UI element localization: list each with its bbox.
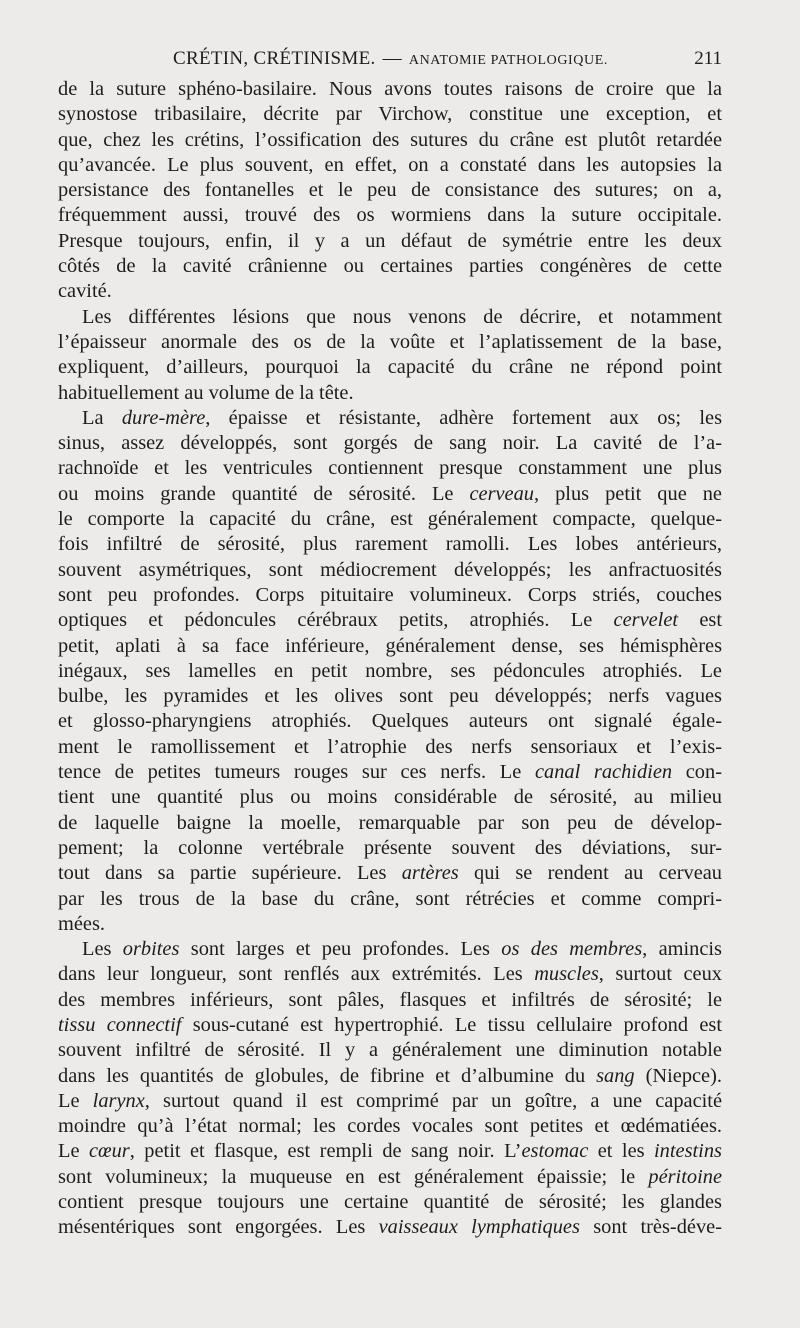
text-run: expliquent, d’ailleurs, pourquoi la capacité du crâne ne répond point [58, 356, 722, 379]
text-run: tence de petites tumeurs rouges sur ces nerfs. Le [58, 761, 535, 784]
text-line [58, 431, 722, 456]
text-line [58, 330, 722, 355]
text-line [58, 153, 722, 178]
term-muscles: muscles [534, 963, 599, 986]
text-run: sous-cutané est hypertrophié. Le tissu cellulaire profond est [181, 1013, 722, 1036]
text-run: petit, aplati à sa face inférieure, généralement dense, ses hémisphères [58, 634, 722, 657]
text-run: fréquemment aussi, trouvé des os wormiens dans la suture occipitale. [58, 204, 722, 227]
header-title: CRÉTIN, CRÉTINISME. [173, 48, 376, 69]
page-number: 211 [694, 48, 722, 69]
text-line [58, 634, 722, 659]
term-peritoine: péritoine [648, 1165, 722, 1188]
text-line [58, 532, 722, 557]
body-text [58, 77, 722, 1241]
text-run: qu’avancée. Le plus souvent, en effet, on a constaté dans les autopsies la [58, 153, 722, 176]
header-subtitle: ANATOMIE PATHOLOGIQUE. [408, 53, 608, 68]
text-run: moindre qu’à l’état normal; les cordes vocales sont petites et œdématiées. [58, 1115, 722, 1138]
text-line [58, 254, 722, 279]
term-os-des-membres: os des membres [501, 938, 643, 961]
text-run: , plus petit que ne [534, 482, 722, 505]
text-run: de la suture sphéno-basilaire. Nous avons toutes raisons de croire que la [58, 78, 722, 100]
text-line [58, 1114, 722, 1139]
text-line [58, 735, 722, 760]
term-canal-rachidien: canal rachidien [534, 761, 673, 784]
text-line [58, 912, 722, 937]
text-run: fois infiltré de sérosité, plus rarement ramolli. Les lobes antérieurs, [58, 533, 722, 556]
term-larynx: larynx [92, 1089, 145, 1112]
paragraph-start-line [58, 406, 722, 431]
text-line [58, 1064, 722, 1089]
text-run: Le [58, 1140, 89, 1163]
term-estomac: estomac [521, 1140, 589, 1163]
term-coeur: cœur [88, 1140, 130, 1163]
text-run: inégaux, ses lamelles en petit nombre, ses pédoncules atrophiés. Le [58, 659, 722, 682]
text-line [58, 785, 722, 810]
text-run: , amincis [642, 938, 722, 961]
text-run: Les différentes lésions que nous venons de décrire, et notamment [82, 305, 722, 328]
text-line [58, 811, 722, 836]
text-run: rachnoïde et les ventricules contiennent presque constamment une plus [58, 457, 722, 480]
text-line [58, 709, 722, 734]
text-line [58, 583, 722, 608]
text-run: que, chez les crétins, l’ossification des sutures du crâne est plutôt retardée [58, 128, 722, 151]
term-cervelet: cervelet [613, 609, 679, 632]
text-run: ment le ramollissement et l’atrophie des nerfs sensoriaux et l’exis- [58, 735, 722, 758]
term-tissu-connectif: tissu connectif [58, 1013, 182, 1036]
text-run: , surtout quand il est comprimé par un goître, a une capacité [144, 1089, 722, 1112]
text-line [58, 1190, 722, 1215]
text-run: habituellement au volume de la tête. [58, 381, 354, 404]
text-run: de laquelle baigne la moelle, remarquable par son peu de dévelop- [58, 811, 722, 834]
text-line [58, 836, 722, 861]
term-dure-mere: dure-mère [121, 406, 206, 429]
text-run: est [678, 609, 722, 632]
text-line [58, 988, 722, 1013]
text-run: mées. [58, 912, 105, 935]
text-run: l’épaisseur anormale des os de la voûte et l’aplatissement de la base, [58, 330, 722, 353]
text-line [58, 203, 722, 228]
text-line [58, 1165, 722, 1190]
text-run: qui se rendent au cerveau [458, 862, 722, 885]
text-line [58, 355, 722, 380]
text-run: optiques et pédoncules cérébraux petits, atrophiés. Le [58, 609, 614, 632]
text-run: des membres inférieurs, sont pâles, flasques et infiltrés de sérosité; le [58, 988, 722, 1011]
text-line [58, 229, 722, 254]
running-header [58, 44, 722, 74]
term-cerveau: cerveau [469, 482, 534, 505]
text-run: Presque toujours, enfin, il y a un défaut de symétrie entre les deux [58, 229, 722, 252]
paragraph-start-line [58, 937, 722, 962]
text-run: contient presque toujours une certaine quantité de sérosité; les glandes [58, 1191, 722, 1214]
text-line [58, 659, 722, 684]
text-line [58, 77, 722, 102]
text-line [58, 1139, 722, 1164]
text-line [58, 861, 722, 886]
header-title-group [173, 44, 608, 76]
text-line [58, 962, 722, 987]
text-line [58, 1038, 722, 1063]
text-run: sont très-déve- [579, 1216, 722, 1239]
text-line [58, 178, 722, 203]
text-run: sont peu profondes. Corps pituitaire volumineux. Corps striés, couches [58, 583, 722, 606]
text-run: persistance des fontanelles et le peu de consistance des sutures; on a, [58, 179, 722, 202]
text-run: Le [58, 1089, 93, 1112]
term-orbites: orbites [122, 938, 180, 961]
text-line [58, 887, 722, 912]
paragraph-start-line [58, 305, 722, 330]
text-line [58, 507, 722, 532]
text-run: le comporte la capacité du crâne, est généralement compacte, quelque- [58, 508, 722, 531]
text-run: sont volumineux; la muqueuse en est généralement épaissie; le [58, 1165, 649, 1188]
text-line [58, 558, 722, 583]
text-run: , petit et flasque, est rempli de sang noir. L’ [129, 1140, 522, 1163]
text-run: (Niepce). [634, 1064, 722, 1087]
header-dash: — [382, 48, 402, 69]
text-line [58, 1089, 722, 1114]
text-run: sinus, assez développés, sont gorgés de sang noir. La cavité de l’a- [58, 432, 722, 455]
text-line [58, 684, 722, 709]
text-run: dans leur longueur, sont renflés aux extrémités. Les [58, 963, 535, 986]
text-run: tout dans sa partie supérieure. Les [58, 862, 402, 885]
text-run: ou moins grande quantité de sérosité. Le [58, 482, 470, 505]
text-line [58, 102, 722, 127]
text-line [58, 279, 722, 304]
text-line [58, 456, 722, 481]
text-run: dans les quantités de globules, de fibrine et d’albumine du [58, 1064, 597, 1087]
text-run: sont larges et peu profondes. Les [179, 938, 502, 961]
text-run: con- [672, 761, 722, 784]
text-run: et les [588, 1140, 654, 1163]
term-arteres: artères [401, 862, 459, 885]
text-run: synostose tribasilaire, décrite par Virchow, constitue une exception, et [58, 103, 722, 126]
text-run: La [82, 406, 122, 429]
text-run: cavité. [58, 280, 112, 303]
text-run: tient une quantité plus ou moins considérable de sérosité, au milieu [58, 786, 722, 809]
term-intestins: intestins [654, 1140, 722, 1163]
text-run: mésentériques sont engorgées. Les [58, 1216, 379, 1239]
text-run: côtés de la cavité crânienne ou certaines parties congénères de cette [58, 255, 722, 278]
text-run: par les trous de la base du crâne, sont rétrécies et comme compri- [58, 887, 722, 910]
term-vaisseaux-lymphatiques: vaisseaux lymphatiques [378, 1216, 580, 1239]
text-line [58, 1013, 722, 1038]
text-line [58, 608, 722, 633]
text-run: souvent infiltré de sérosité. Il y a généralement une diminution notable [58, 1039, 722, 1062]
term-sang: sang [596, 1064, 635, 1087]
text-run: , épaisse et résistante, adhère fortement aux os; les [205, 406, 722, 429]
text-line [58, 482, 722, 507]
text-run: et glosso-pharyngiens atrophiés. Quelques auteurs ont signalé égale- [58, 710, 722, 733]
text-run: bulbe, les pyramides et les olives sont peu développés; nerfs vagues [58, 685, 722, 708]
text-run: souvent asymétriques, sont médiocrement développés; les anfractuosités [58, 558, 722, 581]
text-run: Les [82, 938, 123, 961]
text-run: pement; la colonne vertébrale présente souvent des déviations, sur- [58, 836, 722, 859]
text-line [58, 381, 722, 406]
text-line [58, 760, 722, 785]
text-line [58, 1215, 722, 1240]
text-line [58, 128, 722, 153]
text-run: , surtout ceux [598, 963, 722, 986]
